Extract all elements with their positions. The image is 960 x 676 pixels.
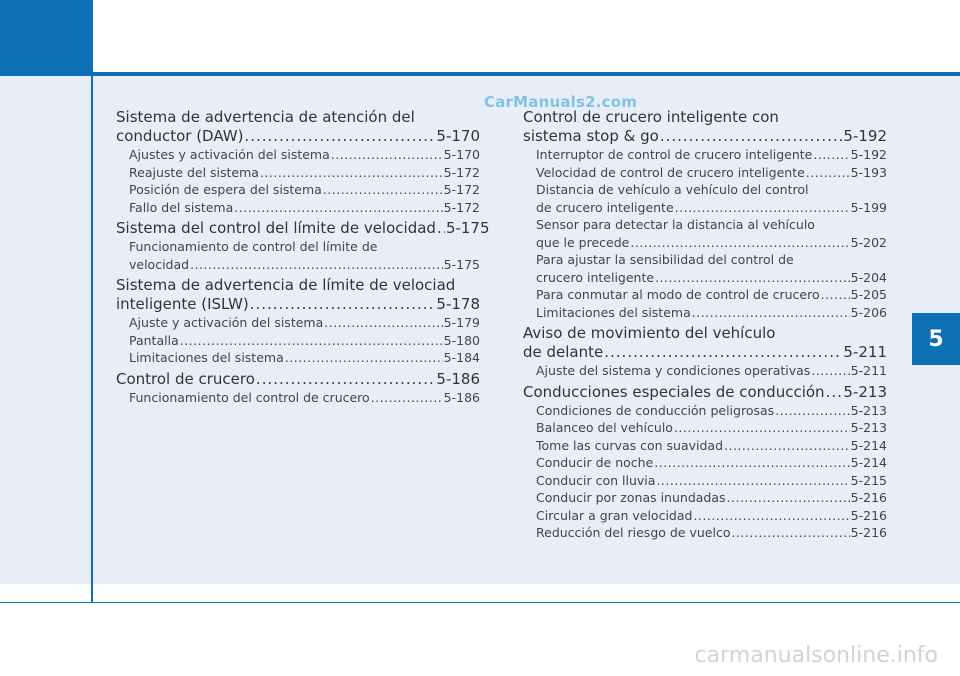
entry-line [536,164,887,182]
dot-leader [244,127,435,146]
entry-page: 5-199 [850,199,887,215]
section-heading-link[interactable] [116,276,480,314]
dot-leader [604,343,842,362]
section-heading-text: Control de crucero [116,369,255,388]
dot-leader [630,234,849,252]
toc-entry-link[interactable] [536,164,887,182]
entry-line [129,146,480,164]
entry-text: Distancia de vehículo a vehículo del control [536,182,809,197]
entry-line [129,199,480,217]
entry-line [536,362,887,380]
entry-line [536,181,887,199]
dot-leader [180,332,443,350]
section-heading-text: Aviso de movimiento del vehículo [523,324,776,342]
top-rule [92,72,960,76]
section-heading-page: 5-213 [843,382,887,401]
toc-entry-link[interactable] [536,402,887,420]
toc-section [523,383,887,542]
entry-page: 5-213 [850,402,887,418]
section-heading-link[interactable] [116,219,490,238]
section-heading-line [523,383,887,402]
toc-entry-link[interactable] [536,251,887,286]
entry-line [536,437,887,455]
toc-entry-link[interactable] [536,146,887,164]
entry-list [116,146,480,216]
section-heading-text: conductor (DAW) [116,127,244,145]
entry-text: Circular a gran velocidad [536,507,693,523]
entry-text: Limitaciones del sistema [536,304,691,320]
watermark-bottom: carmanualsonline.info [694,643,938,668]
bottom-rule [0,602,960,603]
dot-leader [190,256,443,274]
entry-page: 5-215 [850,472,887,488]
entry-page: 5-216 [850,525,887,540]
entry-text: Sensor para detectar la distancia al vehículo [536,217,815,232]
entry-list [523,402,887,542]
entry-page: 5-205 [850,287,887,302]
entry-text: Velocidad de control de crucero inteligente [536,164,805,180]
toc-entry-link[interactable] [129,146,480,164]
entry-text: Pantalla [129,332,179,348]
entry-page: 5-206 [850,304,887,320]
section-heading-page: 5-211 [843,343,887,361]
dot-leader [323,181,443,199]
toc-entry-link[interactable] [129,164,480,182]
toc-entry-link[interactable] [536,489,887,507]
section-heading-line [116,276,480,295]
section-heading-line [116,108,480,127]
section-heading-line [523,343,887,362]
entry-line [129,238,480,256]
toc-column-left [116,108,490,409]
entry-text: Ajuste del sistema y condiciones operativas [536,363,811,378]
entry-text: Ajuste y activación del sistema [129,315,324,330]
entry-text: Para conmutar al modo de control de crucero [536,287,820,302]
entry-text: Balanceo del vehículo [536,420,673,435]
entry-list [523,146,887,321]
toc-entry-link[interactable] [536,437,887,455]
toc-entry-link[interactable] [536,524,887,542]
entry-page: 5-216 [850,490,887,505]
toc-section [116,219,490,273]
entry-page: 5-175 [443,256,480,272]
entry-page: 5-172 [443,182,480,197]
entry-text: Posición de espera del sistema [129,182,322,197]
toc-entry-link[interactable] [129,332,480,350]
entry-list [116,238,480,273]
left-margin-band [0,76,92,584]
toc-entry-link[interactable] [536,507,887,525]
entry-page: 5-184 [443,350,480,365]
entry-page: 5-193 [850,164,887,180]
section-heading-text: inteligente (ISLW) [116,295,249,313]
toc-section [523,324,887,380]
toc-entry-link[interactable] [129,181,480,199]
entry-text: crucero inteligente [536,269,655,285]
dot-leader [655,269,850,287]
section-heading-text: Sistema del control del límite de velocidad [116,219,436,237]
section-heading-link[interactable] [523,324,887,362]
section-heading-text: Control de crucero inteligente con [523,108,779,126]
toc-entry-link[interactable] [129,389,480,407]
section-heading-link[interactable] [523,383,887,402]
entry-line [536,216,887,234]
toc-entry-link[interactable] [129,199,480,217]
dot-leader [731,524,849,542]
toc-section [116,276,480,367]
entry-page: 5-172 [443,199,480,215]
section-heading-line [116,127,480,146]
section-heading-text: Sistema de advertencia de atención del [116,108,415,126]
dot-leader [256,370,435,389]
entry-text: Funcionamiento de control del límite de [129,239,378,254]
corner-block [0,0,92,76]
section-heading-link[interactable] [116,370,480,389]
entry-text: Ajustes y activación del sistema [129,147,330,162]
toc-entry-link[interactable] [536,472,887,490]
dot-leader [693,507,849,525]
entry-page: 5-213 [850,420,887,435]
dot-leader [826,383,843,402]
entry-text: de crucero inteligente [536,199,674,215]
section-heading-text: de delante [523,343,604,361]
dot-leader [821,286,850,304]
dot-leader [234,199,442,217]
entry-line [536,507,887,525]
dot-leader [724,437,850,455]
toc-entry-link[interactable] [536,286,887,304]
entry-line [536,524,887,542]
entry-page: 5-186 [443,389,480,405]
entry-page: 5-170 [443,147,480,162]
toc-entry-link[interactable] [129,349,480,367]
chapter-tab[interactable]: 5 [912,313,960,365]
dot-leader [674,419,850,437]
entry-page: 5-204 [850,269,887,285]
toc-entry-link[interactable] [536,454,887,472]
dot-leader [813,146,849,164]
entry-page: 5-211 [850,363,887,378]
toc-entry-link[interactable] [536,419,887,437]
section-heading-line [116,295,480,314]
section-heading-text: sistema stop & go [523,127,659,145]
entry-line [536,419,887,437]
entry-line [536,454,887,472]
dot-leader [324,314,442,332]
watermark-top: CarManuals2.com [484,93,638,111]
section-heading-page: 5-170 [436,127,480,145]
toc-entry-link[interactable] [536,304,887,322]
dot-leader [775,402,850,420]
entry-text: Reducción del riesgo de vuelco [536,525,731,540]
vertical-rule [91,0,93,603]
entry-text: Tome las curvas con suavidad [536,437,724,453]
entry-line [129,349,480,367]
section-heading-page: 5-175 [445,219,490,237]
entry-page: 5-192 [850,147,887,162]
entry-list [116,389,480,407]
section-heading-line [523,108,887,127]
dot-leader [806,164,850,182]
dot-leader [285,349,443,367]
section-heading-page: 5-186 [436,369,480,388]
entry-line [536,199,887,217]
entry-line [536,402,887,420]
toc-section [523,108,887,321]
dot-leader [250,295,436,314]
entry-line [536,472,887,490]
entry-line [536,251,887,269]
toc-entry-link[interactable] [536,216,887,251]
entry-line [129,332,480,350]
toc-entry-link[interactable] [129,314,480,332]
entry-list [523,362,887,380]
dot-leader [437,219,445,238]
section-heading-text: Sistema de advertencia de límite de velociad [116,276,456,294]
entry-page: 5-179 [443,315,480,330]
entry-page: 5-172 [443,164,480,180]
entry-page: 5-180 [443,332,480,348]
section-heading-text: Conducciones especiales de conducción [523,382,825,401]
entry-line [536,234,887,252]
entry-text: Reajuste del sistema [129,164,259,180]
entry-line [129,164,480,182]
entry-text: Fallo del sistema [129,199,234,215]
entry-line [129,256,480,274]
entry-page: 5-214 [850,437,887,453]
entry-text: Conducir de noche [536,455,654,470]
dot-leader [331,146,443,164]
dot-leader [727,489,850,507]
section-heading-link[interactable] [116,108,480,146]
entry-line [129,389,480,407]
entry-text: Condiciones de conducción peligrosas [536,402,775,418]
toc-section [116,108,480,216]
section-heading-link[interactable] [523,108,887,146]
section-heading-page: 5-178 [436,295,480,313]
entry-page: 5-214 [850,455,887,470]
section-heading-line [523,127,887,146]
toc-entry-link[interactable] [536,362,887,380]
toc-entry-link[interactable] [536,181,887,216]
entry-text: que le precede [536,234,630,250]
dot-leader [660,127,843,146]
entry-text: Para ajustar la sensibilidad del control de [536,252,794,267]
section-heading-line [116,219,490,238]
dot-leader [675,199,850,217]
section-heading-line [116,370,480,389]
dot-leader [656,472,849,490]
entry-text: Limitaciones del sistema [129,350,284,365]
entry-list [116,314,480,367]
entry-line [129,314,480,332]
entry-line [129,181,480,199]
entry-line [536,146,887,164]
entry-text: Interruptor de control de crucero inteligente [536,147,813,162]
toc-entry-link[interactable] [129,238,480,273]
dot-leader [811,362,849,380]
section-heading-line [523,324,887,343]
entry-page: 5-216 [850,507,887,523]
dot-leader [260,164,443,182]
dot-leader [371,389,443,407]
entry-text: Conducir por zonas inundadas [536,490,726,505]
dot-leader [654,454,849,472]
entry-page: 5-202 [850,234,887,250]
toc-column-right [523,108,887,545]
entry-text: velocidad [129,256,190,272]
entry-line [536,286,887,304]
section-heading-page: 5-192 [843,127,887,145]
entry-text: Funcionamiento del control de crucero [129,389,370,405]
toc-section [116,370,480,407]
dot-leader [692,304,850,322]
entry-text: Conducir con lluvia [536,472,656,488]
entry-line [536,489,887,507]
entry-line [536,304,887,322]
entry-line [536,269,887,287]
